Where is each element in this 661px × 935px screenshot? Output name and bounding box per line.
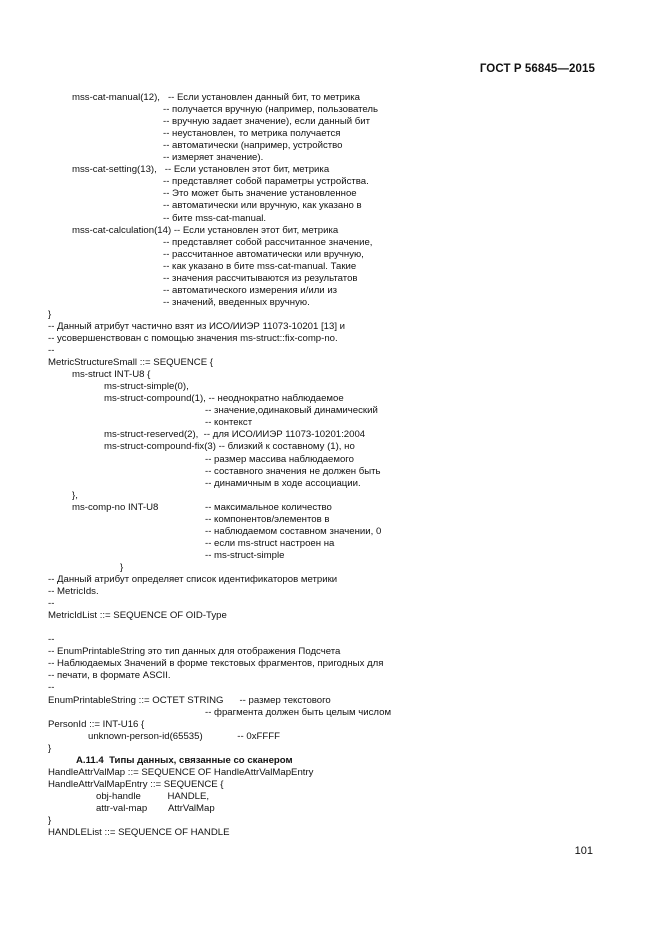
code-line: -- размер массива наблюдаемого	[205, 453, 354, 465]
code-line: EnumPrintableString ::= OCTET STRING -- размер текстового	[48, 694, 331, 706]
standard-header: ГОСТ Р 56845—2015	[479, 63, 595, 75]
code-line: PersonId ::= INT-U16 {	[48, 718, 145, 730]
code-line: --	[48, 345, 55, 357]
code-line: HandleAttrValMapEntry ::= SEQUENCE {	[48, 778, 224, 790]
code-line: -- EnumPrintableString это тип данных для отображения Подсчета	[48, 646, 341, 658]
code-line: obj-handle HANDLE,	[96, 790, 210, 802]
code-line: -- автоматически (например, устройство	[163, 140, 343, 152]
code-line: -- Данный атрибут определяет список идентификаторов метрики	[48, 574, 338, 585]
code-line: ms-struct-compound-fix(3) -- близкий к составному (1), но	[104, 441, 355, 453]
code-line: --	[48, 682, 55, 694]
code-line: -- Это может быть значение установленное	[163, 188, 357, 200]
code-line: -- измеряет значение).	[163, 152, 264, 164]
code-line: -- значение,одинаковый динамический	[205, 405, 378, 417]
code-line: -- наблюдаемом составном значении, 0	[205, 525, 382, 537]
code-line: -- компонентов/элементов в	[205, 513, 330, 525]
code-line: -- контекст	[205, 417, 253, 429]
code-line: -- бите mss-cat-manual.	[163, 212, 267, 224]
code-line: MetricStructureSmall ::= SEQUENCE {	[48, 357, 214, 369]
page-number: 101	[574, 845, 593, 857]
code-line: ms-struct-reserved(2), -- для ИСО/ИИЭР 11073-10201:2004	[104, 429, 366, 441]
code-line: -- вручную задает значение), если данный бит	[163, 116, 371, 128]
code-line: attr-val-map AttrValMap	[96, 802, 215, 814]
code-line: -- если ms-struct настроен на	[205, 537, 335, 549]
code-line: }	[48, 308, 52, 320]
code-line: ms-comp-no INT-U8	[72, 501, 159, 513]
code-line-comment: -- максимальное количество	[205, 501, 332, 513]
code-line: MetricIdList ::= SEQUENCE OF OID-Type	[48, 610, 227, 622]
code-line: -- значений, введенных вручную.	[163, 296, 310, 308]
code-line: -- составного значения не должен быть	[205, 465, 381, 477]
code-line: -- значения рассчитываются из результатов	[163, 272, 358, 284]
code-line: -- получается вручную (например, пользователь	[163, 104, 379, 116]
code-line: -- MetricIds.	[48, 586, 99, 598]
code-line: }	[48, 815, 52, 826]
code-line: ms-struct-simple(0),	[104, 381, 189, 393]
code-line: -- ms-struct-simple	[205, 549, 285, 561]
code-line: -- печати, в формате ASCII.	[48, 670, 171, 682]
code-line: mss-cat-calculation(14) -- Если установлен этот бит, метрика	[72, 224, 339, 236]
code-line: HandleAttrValMap ::= SEQUENCE OF HandleAttrValMapEntry	[48, 766, 314, 778]
code-line: -- Наблюдаемых Значений в форме текстовых фрагментов, пригодных для	[48, 658, 384, 670]
code-line: -- как указано в бите mss-cat-manual. Такие	[163, 260, 357, 272]
code-line: mss-cat-manual(12), -- Если установлен данный бит, то метрика	[72, 92, 360, 103]
code-line: --	[48, 634, 55, 646]
code-line: unknown-person-id(65535) -- 0xFFFF	[88, 730, 280, 742]
code-line: -- фрагмента должен быть целым числом	[205, 706, 392, 718]
code-line: mss-cat-setting(13), -- Если установлен этот бит, метрика	[72, 164, 330, 176]
code-line: -- динамичным в ходе ассоциации.	[205, 477, 361, 489]
code-line: -- представляет собой параметры устройства.	[163, 176, 369, 188]
code-line: }	[48, 742, 52, 754]
code-line: -- усовершенствован с помощью значения ms-struct::fix-comp-no.	[48, 333, 338, 344]
code-line: -- рассчитанное автоматически или вручную,	[163, 248, 364, 260]
code-line: ms-struct-compound(1), -- неоднократно наблюдаемое	[104, 393, 344, 405]
section-heading: A.11.4 Типы данных, связанные со сканером	[76, 754, 293, 766]
code-line: -- автоматического измерения и/или из	[163, 284, 338, 296]
code-line: ms-struct INT-U8 {	[72, 369, 151, 381]
code-line: HANDLEList ::= SEQUENCE OF HANDLE	[48, 827, 230, 839]
code-line: -- неустановлен, то метрика получается	[163, 128, 341, 140]
code-line: }	[120, 561, 124, 573]
code-line: --	[48, 598, 55, 610]
code-line: -- представляет собой рассчитанное значение,	[163, 236, 373, 248]
code-line: -- автоматически или вручную, как указано в	[163, 200, 362, 212]
code-line: -- Данный атрибут частично взят из ИСО/ИИЭР 11073-10201 [13] и	[48, 320, 346, 332]
code-line: },	[72, 489, 78, 501]
